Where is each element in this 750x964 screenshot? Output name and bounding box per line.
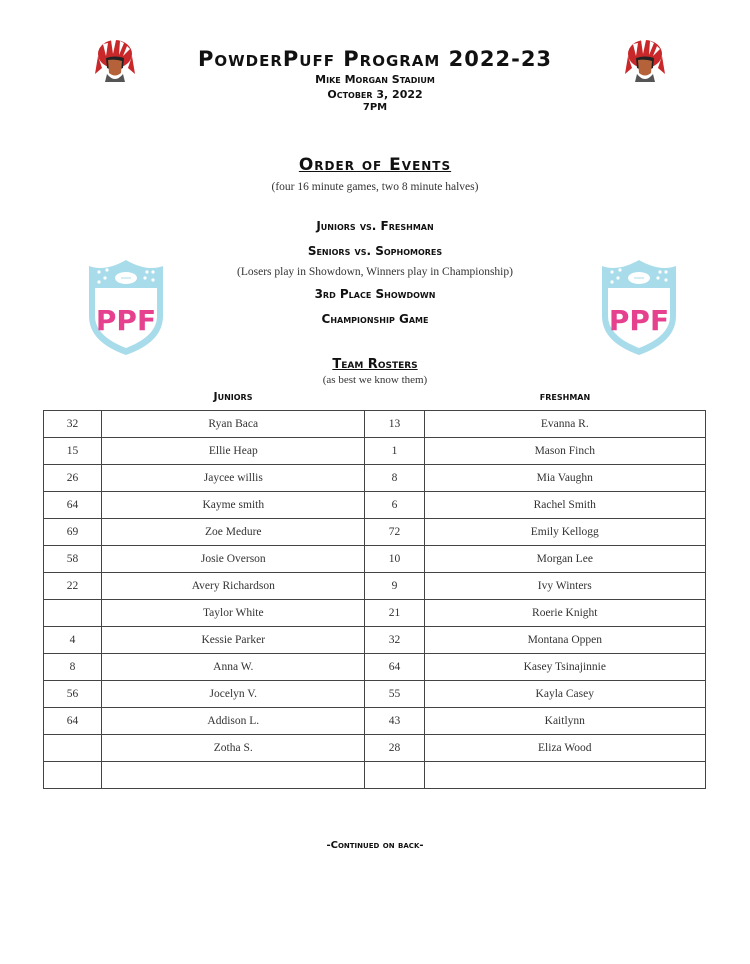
ppf-shield-icon <box>598 258 680 356</box>
left-name-cell: Anna W. <box>102 654 365 681</box>
left-name-cell: Jocelyn V. <box>102 681 365 708</box>
right-name-cell: Ivy Winters <box>424 573 705 600</box>
left-name-cell: Zoe Medure <box>102 519 365 546</box>
left-name-cell: Zotha S. <box>102 735 365 762</box>
right-name-cell <box>424 762 705 789</box>
table-row <box>44 546 706 573</box>
events-heading: Order of Events <box>298 155 452 175</box>
left-number-cell <box>44 762 102 789</box>
table-row <box>44 492 706 519</box>
right-name-cell: Mason Finch <box>424 438 705 465</box>
rosters-subtitle: (as best we know them) <box>322 374 428 386</box>
table-row <box>44 600 706 627</box>
right-name-cell: Mia Vaughn <box>424 465 705 492</box>
left-name-cell <box>102 762 365 789</box>
left-name-cell: Jaycee willis <box>102 465 365 492</box>
right-name-cell: Roerie Knight <box>424 600 705 627</box>
events-subtitle: (four 16 minute games, two 8 minute halves) <box>271 181 479 193</box>
left-number-cell: 64 <box>44 708 102 735</box>
left-number-cell: 56 <box>44 681 102 708</box>
left-name-cell: Taylor White <box>102 600 365 627</box>
left-name-cell: Addison L. <box>102 708 365 735</box>
right-name-cell: Kayla Casey <box>424 681 705 708</box>
left-name-cell: Kessie Parker <box>102 627 365 654</box>
right-name-cell: Rachel Smith <box>424 492 705 519</box>
left-number-cell: 32 <box>44 411 102 438</box>
continued-note: -Continued on back- <box>326 840 424 851</box>
team-right-label: freshman <box>539 390 591 403</box>
table-row <box>44 762 706 789</box>
right-name-cell: Montana Oppen <box>424 627 705 654</box>
table-row <box>44 681 706 708</box>
left-number-cell: 26 <box>44 465 102 492</box>
table-row <box>44 627 706 654</box>
right-name-cell: Emily Kellogg <box>424 519 705 546</box>
right-number-cell: 21 <box>365 600 424 627</box>
venue: Mike Morgan Stadium <box>315 73 435 86</box>
game-1: Juniors vs. Freshman <box>316 219 434 233</box>
table-row <box>44 519 706 546</box>
table-row <box>44 735 706 762</box>
game-3: 3rd Place Showdown <box>314 287 436 301</box>
right-number-cell: 32 <box>365 627 424 654</box>
right-number-cell: 6 <box>365 492 424 519</box>
right-name-cell: Evanna R. <box>424 411 705 438</box>
right-number-cell: 28 <box>365 735 424 762</box>
program-title: PowderPuff Program 2022-23 <box>197 47 553 71</box>
table-row <box>44 465 706 492</box>
left-number-cell: 69 <box>44 519 102 546</box>
table-row <box>44 438 706 465</box>
game-2: Seniors vs. Sophomores <box>307 244 443 258</box>
right-number-cell: 13 <box>365 411 424 438</box>
left-name-cell: Kayme smith <box>102 492 365 519</box>
event-time: 7PM <box>362 102 388 113</box>
games-note: (Losers play in Showdown, Winners play in Championship) <box>237 266 513 278</box>
left-number-cell: 8 <box>44 654 102 681</box>
roster-table <box>43 410 706 789</box>
right-number-cell: 64 <box>365 654 424 681</box>
left-name-cell: Ellie Heap <box>102 438 365 465</box>
ppf-logo-text: PPF <box>608 304 670 337</box>
left-name-cell: Josie Overson <box>102 546 365 573</box>
right-number-cell <box>365 762 424 789</box>
left-name-cell: Ryan Baca <box>102 411 365 438</box>
left-number-cell: 22 <box>44 573 102 600</box>
right-number-cell: 72 <box>365 519 424 546</box>
game-4: Championship Game <box>321 312 429 326</box>
right-number-cell: 9 <box>365 573 424 600</box>
team-left-label: Juniors <box>213 390 253 403</box>
ppf-logo-text: PPF <box>95 304 157 337</box>
table-row <box>44 573 706 600</box>
left-number-cell <box>44 600 102 627</box>
right-number-cell: 8 <box>365 465 424 492</box>
left-number-cell: 15 <box>44 438 102 465</box>
left-number-cell: 4 <box>44 627 102 654</box>
right-number-cell: 10 <box>365 546 424 573</box>
rosters-heading: Team Rosters <box>332 357 418 372</box>
table-row <box>44 411 706 438</box>
left-number-cell: 58 <box>44 546 102 573</box>
right-name-cell: Eliza Wood <box>424 735 705 762</box>
right-name-cell: Kaitlynn <box>424 708 705 735</box>
right-number-cell: 55 <box>365 681 424 708</box>
right-name-cell: Morgan Lee <box>424 546 705 573</box>
right-number-cell: 43 <box>365 708 424 735</box>
left-number-cell <box>44 735 102 762</box>
left-name-cell: Avery Richardson <box>102 573 365 600</box>
right-name-cell: Kasey Tsinajinnie <box>424 654 705 681</box>
event-date: October 3, 2022 <box>327 88 423 101</box>
ppf-shield-icon <box>85 258 167 356</box>
table-row <box>44 708 706 735</box>
left-number-cell: 64 <box>44 492 102 519</box>
right-number-cell: 1 <box>365 438 424 465</box>
table-row <box>44 654 706 681</box>
